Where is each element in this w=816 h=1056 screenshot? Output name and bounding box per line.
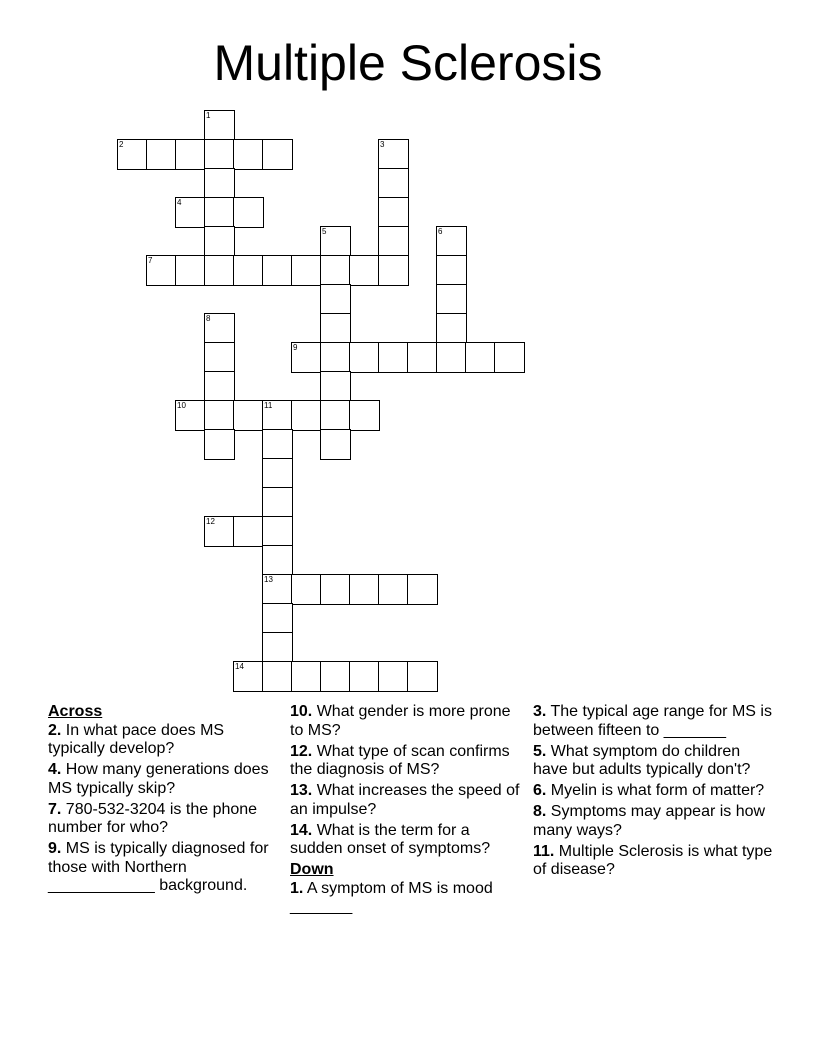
grid-cell[interactable] <box>233 516 264 547</box>
clue-across-7 <box>48 801 280 838</box>
cell-number: 4 <box>177 198 182 207</box>
grid-cell[interactable] <box>407 661 438 692</box>
cell-number: 11 <box>264 401 273 410</box>
grid-cell[interactable] <box>204 197 235 228</box>
grid-cell[interactable] <box>262 400 293 431</box>
clue-number: 3. <box>533 703 547 720</box>
grid-cell[interactable] <box>146 255 177 286</box>
grid-cell[interactable] <box>233 255 264 286</box>
grid-cell[interactable] <box>233 661 264 692</box>
grid-cell[interactable] <box>262 603 293 634</box>
clue-number: 14. <box>290 821 313 839</box>
cell-number: 14 <box>235 662 244 671</box>
clue-text: What symptom do children have but adults typically don't? <box>533 742 751 778</box>
clue-down-3 <box>533 703 773 740</box>
grid-cell[interactable] <box>320 429 351 460</box>
page-title: Multiple Sclerosis <box>213 35 603 91</box>
cell-number: 2 <box>119 140 124 149</box>
clue-number: 5. <box>533 742 547 760</box>
cell-number: 10 <box>177 401 186 410</box>
grid-cell[interactable] <box>262 487 293 518</box>
grid-cell[interactable] <box>320 255 351 286</box>
clue-number: 10. <box>290 703 313 720</box>
grid-cell[interactable] <box>262 458 293 489</box>
grid-cell[interactable] <box>320 226 351 257</box>
clue-across-12 <box>290 743 526 780</box>
grid-cell[interactable] <box>291 255 322 286</box>
grid-cell[interactable] <box>436 342 467 373</box>
grid-cell[interactable] <box>204 168 235 199</box>
grid-cell[interactable] <box>204 400 235 431</box>
grid-cell[interactable] <box>378 574 409 605</box>
clue-down-5 <box>533 743 773 780</box>
clue-text: How many generations does MS typically skip? <box>48 761 269 797</box>
clue-text: What type of scan confirms the diagnosis of MS? <box>290 742 510 778</box>
grid-cell[interactable] <box>349 342 380 373</box>
grid-cell[interactable] <box>407 342 438 373</box>
grid-cell[interactable] <box>291 400 322 431</box>
clue-number: 6. <box>533 782 547 799</box>
grid-cell[interactable] <box>378 342 409 373</box>
clue-text: Symptoms may appear is how many ways? <box>533 803 766 839</box>
cell-number: 13 <box>264 575 273 584</box>
clue-text: In what pace does MS typically develop? <box>48 721 225 757</box>
grid-cell[interactable] <box>465 342 496 373</box>
clue-number: 4. <box>48 761 62 778</box>
clue-number: 9. <box>48 840 62 857</box>
clue-across-4 <box>48 761 280 798</box>
grid-cell[interactable] <box>494 342 525 373</box>
grid-cell[interactable] <box>262 545 293 576</box>
clues-column-3 <box>533 703 773 882</box>
grid-cell[interactable] <box>378 661 409 692</box>
clue-across-2 <box>48 722 280 759</box>
grid-cell[interactable] <box>320 400 351 431</box>
clue-down-11 <box>533 843 773 880</box>
grid-cell[interactable] <box>436 284 467 315</box>
clue-text: What gender is more prone to MS? <box>290 703 511 739</box>
grid-cell[interactable] <box>378 139 409 170</box>
grid-cell[interactable] <box>204 313 235 344</box>
grid-cell[interactable] <box>262 429 293 460</box>
grid-cell[interactable] <box>262 632 293 663</box>
clue-across-13 <box>290 782 526 819</box>
grid-cell[interactable] <box>349 661 380 692</box>
clues-column-1 <box>48 703 280 898</box>
grid-cell[interactable] <box>204 371 235 402</box>
grid-cell[interactable] <box>204 110 235 141</box>
grid-cell[interactable] <box>349 574 380 605</box>
grid-cell[interactable] <box>175 139 206 170</box>
clue-down-1 <box>290 880 526 917</box>
grid-cell[interactable] <box>233 400 264 431</box>
cell-number: 7 <box>148 256 153 265</box>
grid-cell[interactable] <box>262 661 293 692</box>
grid-cell[interactable] <box>320 371 351 402</box>
grid-cell[interactable] <box>378 197 409 228</box>
cell-number: 3 <box>380 140 385 149</box>
grid-cell[interactable] <box>407 574 438 605</box>
grid-cell[interactable] <box>262 516 293 547</box>
grid-cell[interactable] <box>204 255 235 286</box>
grid-cell[interactable] <box>436 313 467 344</box>
grid-cell[interactable] <box>204 342 235 373</box>
grid-cell[interactable] <box>117 139 148 170</box>
clue-number: 7. <box>48 800 62 818</box>
down-heading: Down <box>290 861 334 878</box>
grid-cell[interactable] <box>204 429 235 460</box>
grid-cell[interactable] <box>320 342 351 373</box>
grid-cell[interactable] <box>146 139 177 170</box>
grid-cell[interactable] <box>436 255 467 286</box>
grid-cell[interactable] <box>320 284 351 315</box>
grid-cell[interactable] <box>204 139 235 170</box>
grid-cell[interactable] <box>233 139 264 170</box>
grid-cell[interactable] <box>320 574 351 605</box>
clue-number: 8. <box>533 803 547 820</box>
grid-cell[interactable] <box>378 226 409 257</box>
clue-number: 1. <box>290 879 304 897</box>
cell-number: 5 <box>322 227 327 236</box>
clue-across-9 <box>48 840 280 896</box>
grid-cell[interactable] <box>291 342 322 373</box>
cell-number: 12 <box>206 517 215 526</box>
clue-down-8 <box>533 803 773 840</box>
cell-number: 6 <box>438 227 443 236</box>
grid-cell[interactable] <box>349 400 380 431</box>
grid-cell[interactable] <box>262 139 293 170</box>
grid-cell[interactable] <box>378 255 409 286</box>
clue-text: A symptom of MS is mood _______ <box>290 879 493 915</box>
clue-number: 11. <box>533 842 555 860</box>
clue-number: 12. <box>290 742 313 760</box>
clue-across-14 <box>290 822 526 859</box>
across-heading: Across <box>48 703 103 720</box>
grid-cell[interactable] <box>204 226 235 257</box>
grid-cell[interactable] <box>175 197 206 228</box>
cell-number: 1 <box>206 111 211 120</box>
clue-text: What increases the speed of an impulse? <box>290 782 520 818</box>
cell-number: 9 <box>293 343 298 352</box>
grid-cell[interactable] <box>175 255 206 286</box>
grid-cell[interactable] <box>262 255 293 286</box>
grid-cell[interactable] <box>436 226 467 257</box>
clue-down-6 <box>533 782 773 801</box>
clue-text: MS is typically diagnosed for those with Northern ____________ background. <box>48 840 269 894</box>
clue-text: The typical age range for MS is between fifteen to _______ <box>533 703 772 739</box>
clue-number: 13. <box>290 782 313 799</box>
clues-column-2 <box>290 703 526 919</box>
grid-cell[interactable] <box>204 516 235 547</box>
grid-cell[interactable] <box>349 255 380 286</box>
grid-cell[interactable] <box>320 661 351 692</box>
grid-cell[interactable] <box>291 661 322 692</box>
grid-cell[interactable] <box>320 313 351 344</box>
grid-cell[interactable] <box>175 400 206 431</box>
grid-cell[interactable] <box>291 574 322 605</box>
clue-text: What is the term for a sudden onset of symptoms? <box>290 821 491 857</box>
cell-number: 8 <box>206 314 211 323</box>
clue-text: Multiple Sclerosis is what type of disease? <box>533 842 773 878</box>
grid-cell[interactable] <box>233 197 264 228</box>
grid-cell[interactable] <box>378 168 409 199</box>
clue-text: 780-532-3204 is the phone number for who? <box>48 800 258 836</box>
clue-across-10 <box>290 703 526 740</box>
clue-text: Myelin is what form of matter? <box>546 782 765 799</box>
grid-cell[interactable] <box>262 574 293 605</box>
clue-number: 2. <box>48 721 62 739</box>
